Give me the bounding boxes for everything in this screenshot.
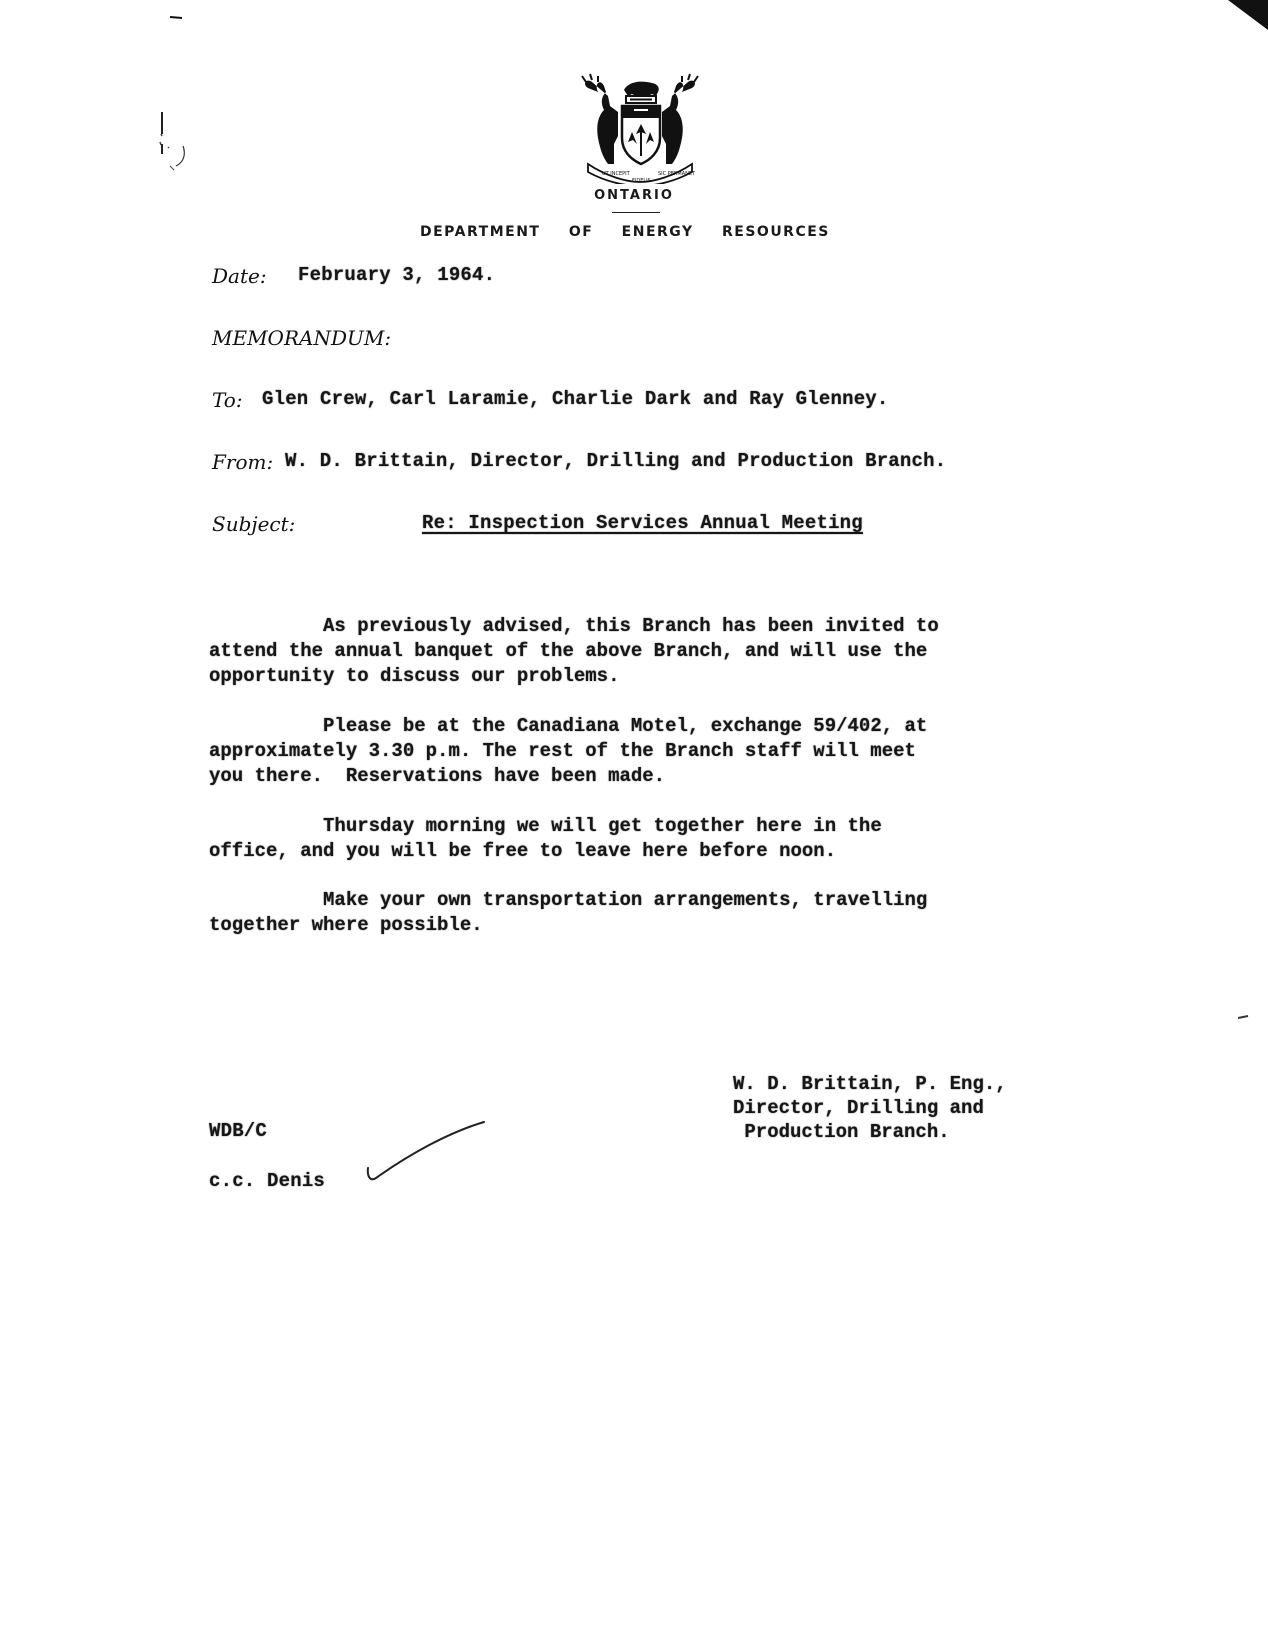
- from-label: From:: [212, 450, 274, 474]
- from-value: W. D. Brittain, Director, Drilling and Production Branch.: [285, 450, 947, 472]
- body-paragraph-1: As previously advised, this Branch has been invited to attend the annual banquet of the above Branch, and will use the opportunity to discuss our problems.: [209, 615, 939, 687]
- to-value: Glen Crew, Carl Laramie, Charlie Dark and Ray Glenney.: [262, 388, 889, 410]
- subject-value: Re: Inspection Services Annual Meeting: [422, 512, 863, 534]
- date-label: Date:: [212, 264, 267, 288]
- cc-line: c.c. Denis: [209, 1170, 326, 1192]
- corner-fold: [1208, 0, 1268, 40]
- scan-marks: [156, 62, 196, 192]
- handwritten-check-mark: [364, 1118, 488, 1190]
- margin-tick: [1238, 1014, 1250, 1020]
- letterhead-rule: [612, 212, 660, 213]
- body-paragraph-2: Please be at the Canadiana Motel, exchange 59/402, at approximately 3.30 p.m. The rest of the Branch staff will meet you there. Reservations have been made.: [209, 715, 928, 787]
- date-value: February 3, 1964.: [298, 264, 496, 286]
- motto-middle: FIDELIS: [632, 178, 651, 184]
- to-label: To:: [212, 388, 243, 412]
- signature-line-3: Production Branch.: [733, 1121, 950, 1143]
- memorandum-label: MEMORANDUM:: [212, 326, 392, 350]
- letterhead-department: DEPARTMENT OF ENERGY RESOURCES: [420, 224, 830, 240]
- subject-label: Subject:: [212, 512, 296, 536]
- letterhead-province: ONTARIO: [594, 188, 674, 203]
- motto-right: SIC PERMANET: [658, 171, 696, 177]
- body-paragraph-4: Make your own transportation arrangements, travelling together where possible.: [209, 889, 928, 936]
- motto-left: UT INCEPIT: [602, 171, 630, 177]
- top-left-dash: [170, 14, 184, 20]
- signature-line-2: Director, Drilling and: [733, 1097, 984, 1119]
- signature-line-1: W. D. Brittain, P. Eng.,: [733, 1073, 1007, 1095]
- ontario-coat-of-arms-logo: [578, 72, 702, 184]
- initials: WDB/C: [209, 1120, 268, 1142]
- body-paragraph-3: Thursday morning we will get together here in the office, and you will be free to leave here before noon.: [209, 815, 882, 862]
